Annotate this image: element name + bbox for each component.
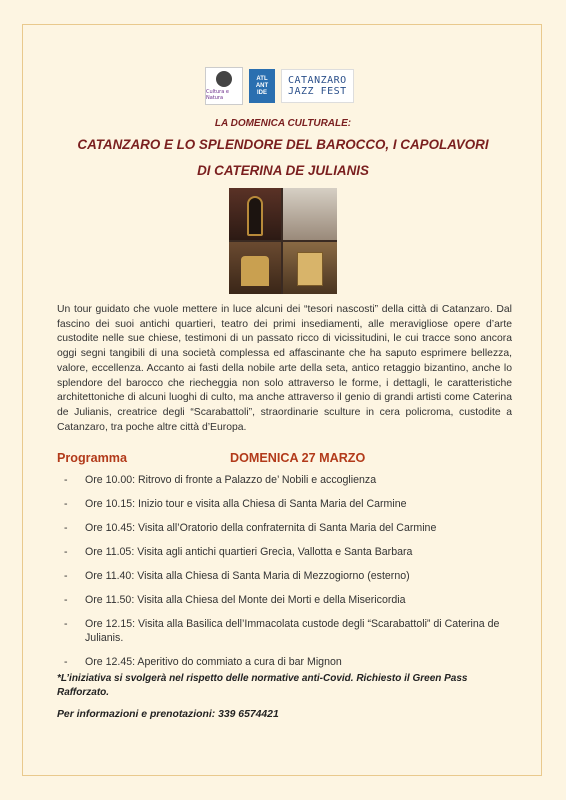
jazz-fest-logo bbox=[281, 69, 354, 103]
portrait-icon bbox=[216, 71, 232, 87]
logo-row bbox=[205, 67, 354, 105]
atlantide-logo bbox=[249, 69, 275, 103]
supertitle: LA DOMENICA CULTURALE: bbox=[214, 118, 352, 129]
bullet-dash: - bbox=[64, 498, 68, 510]
church-interior-photo bbox=[283, 188, 337, 240]
program-item bbox=[64, 521, 509, 535]
program-date: DOMENICA 27 MARZO bbox=[230, 451, 366, 465]
logo3-line: CATANZARO bbox=[288, 75, 347, 86]
bullet-dash: - bbox=[64, 522, 68, 534]
page-title-line1: CATANZARO E LO SPLENDORE DEL BAROCCO, I CAPOLAVORI bbox=[77, 137, 489, 152]
program-item bbox=[64, 473, 509, 487]
cultura-natura-logo bbox=[205, 67, 243, 105]
bullet-dash: - bbox=[64, 618, 68, 630]
page-title-line2: DI CATERINA DE JULIANIS bbox=[197, 163, 369, 178]
covid-note: *L’iniziativa si svolgerà nel rispetto delle normative anti-Covid. Richiesto il Green Pass Rafforzato. bbox=[57, 673, 468, 698]
program-item-text: Ore 11.50: Visita alla Chiesa del Monte dei Morti e della Misericordia bbox=[85, 594, 406, 606]
bullet-dash: - bbox=[64, 594, 68, 606]
program-item-text: Ore 10.15: Inizio tour e visita alla Chiesa di Santa Maria del Carmine bbox=[85, 498, 407, 510]
program-item-text: Ore 12.15: Visita alla Basilica dell’Immacolata custode degli “Scarabattoli” di Caterina de Julianis. bbox=[85, 618, 500, 644]
bullet-dash: - bbox=[64, 656, 68, 668]
altar-photo bbox=[229, 242, 281, 294]
bullet-dash: - bbox=[64, 546, 68, 558]
logo2-line: ATL bbox=[256, 75, 268, 82]
program-item-text: Ore 10.00: Ritrovo di fronte a Palazzo de’ Nobili e accoglienza bbox=[85, 474, 377, 486]
program-item-text: Ore 11.40: Visita alla Chiesa di Santa Maria di Mezzogiorno (esterno) bbox=[85, 570, 410, 582]
program-header bbox=[57, 451, 512, 469]
bullet-dash: - bbox=[64, 474, 68, 486]
program-list bbox=[64, 473, 509, 669]
logo2-line: IDE bbox=[256, 89, 267, 96]
statue-photo bbox=[229, 188, 281, 240]
program-item-text: Ore 12.45: Aperitivo do commiato a cura di bar Mignon bbox=[85, 656, 342, 668]
program-item bbox=[64, 617, 509, 645]
logo2-line: ANT bbox=[255, 82, 269, 89]
program-item bbox=[64, 655, 509, 669]
logo3-line: JAZZ FEST bbox=[288, 86, 347, 97]
program-item-text: Ore 10.45: Visita all’Oratorio della confraternita di Santa Maria del Carmine bbox=[85, 522, 437, 534]
program-item-text: Ore 11.05: Visita agli antichi quartieri Grecìa, Vallotta e Santa Barbara bbox=[85, 546, 413, 558]
intro-paragraph: Un tour guidato che vuole mettere in luce alcuni dei “tesori nascosti” della città di Catanzaro. Dal fascino dei suoi antichi quartieri, teatro dei primi insediamenti, alle meravigliose opere d’arte custodite nelle sue chiese, testimoni di un passato ricco di vicissitudini, le cui tracce sono ancora oggi segni tangibili di una società complessa ed affascinante che ha saputo esprimere bellezza, valore, eccellenza. Accanto ai fasti della nobile arte della seta, antico retaggio bizantino, anche lo splendore del barocco che riecheggia non solo attraverso le forme, i dettagli, le caratteristiche architettoniche di alcuni luoghi di culto, ma anche attraverso il genio di grandi artisti come Caterina de Julianis, creatrice degli “Scarabattoli”, straordinarie sculture in cera policroma, custodite a Catanzaro, tra poche altre città d’Europa. bbox=[57, 304, 512, 433]
contact-info: Per informazioni e prenotazioni: 339 6574421 bbox=[57, 709, 279, 720]
scarabattolo-photo bbox=[283, 242, 337, 294]
program-item bbox=[64, 545, 509, 559]
collage-photo bbox=[229, 188, 337, 294]
program-item bbox=[64, 593, 509, 607]
program-item bbox=[64, 569, 509, 583]
program-label: Programma bbox=[57, 451, 127, 465]
program-item bbox=[64, 497, 509, 511]
bullet-dash: - bbox=[64, 570, 68, 582]
logo1-text: Cultura e Natura bbox=[206, 89, 229, 101]
